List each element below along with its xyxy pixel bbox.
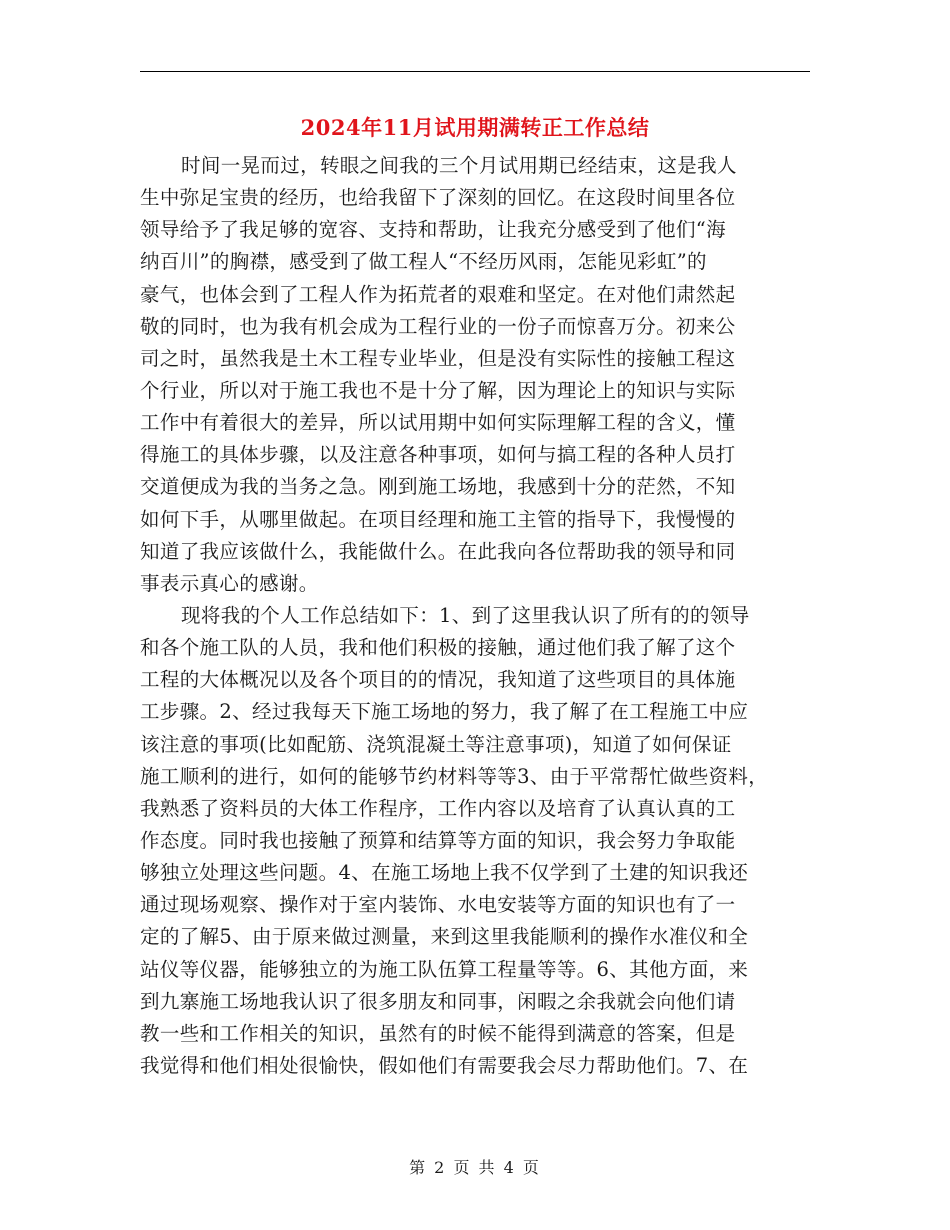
text-line: 交道便成为我的当务之急。刚到施工场地，我感到十分的茫然，不知	[140, 475, 736, 499]
text-line: 教一些和工作相关的知识，虽然有的时候不能得到满意的答案，但是	[140, 1021, 736, 1045]
text-line: 到九寨施工场地我认识了很多朋友和同事，闲暇之余我就会向他们请	[140, 989, 736, 1013]
text-line: 工程的大体概况以及各个项目的的情况，我知道了这些项目的具体施	[140, 668, 736, 692]
text-line: 时间一晃而过，转眼之间我的三个月试用期已经结束，这是我人	[181, 154, 737, 177]
page-indicator: 第 2 页 共 4 页	[409, 1158, 541, 1177]
text-line: 事表示真心的感谢。	[140, 571, 319, 595]
text-line: 够独立处理这些问题。4、在施工场地上我不仅学到了土建的知识我还	[140, 861, 749, 885]
text-line: 生中弥足宝贵的经历，也给我留下了深刻的回忆。在这段时间里各位	[140, 186, 736, 210]
text-line: 知道了我应该做什么，我能做什么。在此我向各位帮助我的领导和同	[140, 539, 736, 563]
header-rule	[140, 71, 810, 72]
text-line: 现将我的个人工作总结如下：1、到了这里我认识了所有的的领导	[181, 603, 750, 627]
document-body	[140, 150, 820, 1082]
text-line: 敬的同时，也为我有机会成为工程行业的一份子而惊喜万分。初来公	[140, 314, 736, 338]
text-line: 通过现场观察、操作对于室内装饰、水电安装等方面的知识也有了一	[140, 893, 736, 917]
text-line: 司之时，虽然我是土木工程专业毕业，但是没有实际性的接触工程这	[140, 346, 736, 370]
text-line: 定的了解5、由于原来做过测量，来到这里我能顺利的操作水准仪和全	[140, 925, 749, 949]
text-line: 该注意的事项(比如配筋、浇筑混凝土等注意事项)，知道了如何保证	[140, 732, 732, 756]
text-line: 施工顺利的进行，如何的能够节约材料等等3、由于平常帮忙做些资料，	[140, 764, 769, 788]
text-line: 我觉得和他们相处很愉快，假如他们有需要我会尽力帮助他们。7、在	[140, 1053, 749, 1077]
text-line: 和各个施工队的人员，我和他们积极的接触，通过他们我了解了这个	[140, 636, 736, 660]
text-line: 纳百川”的胸襟，感受到了做工程人“不经历风雨，怎能见彩虹”的	[140, 250, 707, 274]
text-line: 领导给予了我足够的宽容、支持和帮助，让我充分感受到了他们“海	[140, 218, 726, 242]
text-line: 工步骤。2、经过我每天下施工场地的努力，我了解了在工程施工中应	[140, 700, 749, 724]
document-title: 2024年11月试用期满转正工作总结	[300, 115, 650, 140]
text-line: 个行业，所以对于施工我也不是十分了解，因为理论上的知识与实际	[140, 378, 736, 402]
text-line: 得施工的具体步骤，以及注意各种事项，如何与搞工程的各种人员打	[140, 443, 736, 467]
text-line: 豪气，也体会到了工程人作为拓荒者的艰难和坚定。在对他们肃然起	[140, 282, 736, 306]
text-line: 工作中有着很大的差异，所以试用期中如何实际理解工程的含义，懂	[140, 411, 736, 435]
text-line: 站仪等仪器，能够独立的为施工队伍算工程量等等。6、其他方面，来	[140, 957, 749, 981]
text-line: 如何下手，从哪里做起。在项目经理和施工主管的指导下，我慢慢的	[140, 507, 736, 531]
text-line: 作态度。同时我也接触了预算和结算等方面的知识，我会努力争取能	[140, 828, 736, 852]
text-line: 我熟悉了资料员的大体工作程序，工作内容以及培育了认真认真的工	[140, 796, 736, 820]
